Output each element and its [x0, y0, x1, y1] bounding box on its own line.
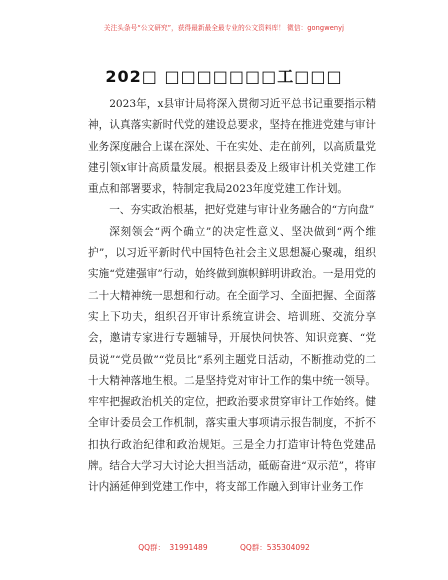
- footer: [0, 542, 448, 553]
- document-title: 202□ □□□□□□□工□□□: [105, 67, 343, 86]
- header-banner: 关注头条号“公文研究”，获得最新最全最专业的公文资料库！ 微信：gongwenyj: [103, 24, 345, 32]
- document-body: [88, 94, 376, 499]
- footer-qq-group-2: QQ群：535304092: [240, 543, 310, 552]
- footer-qq-group-1: QQ群： 31991489: [138, 543, 208, 552]
- section-heading: 一、夯实政治根基，把好党建与审计业务融合的“方向盘”: [109, 204, 375, 217]
- body-paragraph: 深刻领会“两个确立”的决定性意义、坚决做到“两个维护”，以习近平新时代中国特色社会主义思想凝心聚魂，组织实施“党建强审”行动，始终做到旗帜鲜明讲政治。一是用党的二十大精神统一思想和行动。在全面学习、全面把握、全面落实上下功夫，组织召开审计系统宣讲会、培训班、交流分享会，邀请专家进行专题辅导，开展快问快答、知识竞赛、“党员说”“党员做”“党员比”系列主题党日活动，不断推动党的二十大精神落地生根。二是坚持党对审计工作的集中统一领导。牢牢把握政治机关的定位，把政治要求贯穿审计工作始终。健全审计委员会工作机制，落实重大事项请示报告制度，不折不扣执行政治纪律和政治规矩。三是全力打造审计特色党建品牌。结合大学习大讨论大担当活动，砥砺奋进“双示范”，将审计内涵延伸到党建工作中，将支部工作融入到审计业务工作: [88, 225, 376, 494]
- intro-paragraph: 2023年，x县审计局将深入贯彻习近平总书记重要指示精神，认真落实新时代党的建设总要求，坚持在推进党建与审计业务深度融合上谋在深处、干在实处、走在前列，以高质量党建引领x审计高质量发展。根据县委及上级审计机关党建工作重点和部署要求，特制定我局2023年度党建工作计划。: [88, 98, 376, 196]
